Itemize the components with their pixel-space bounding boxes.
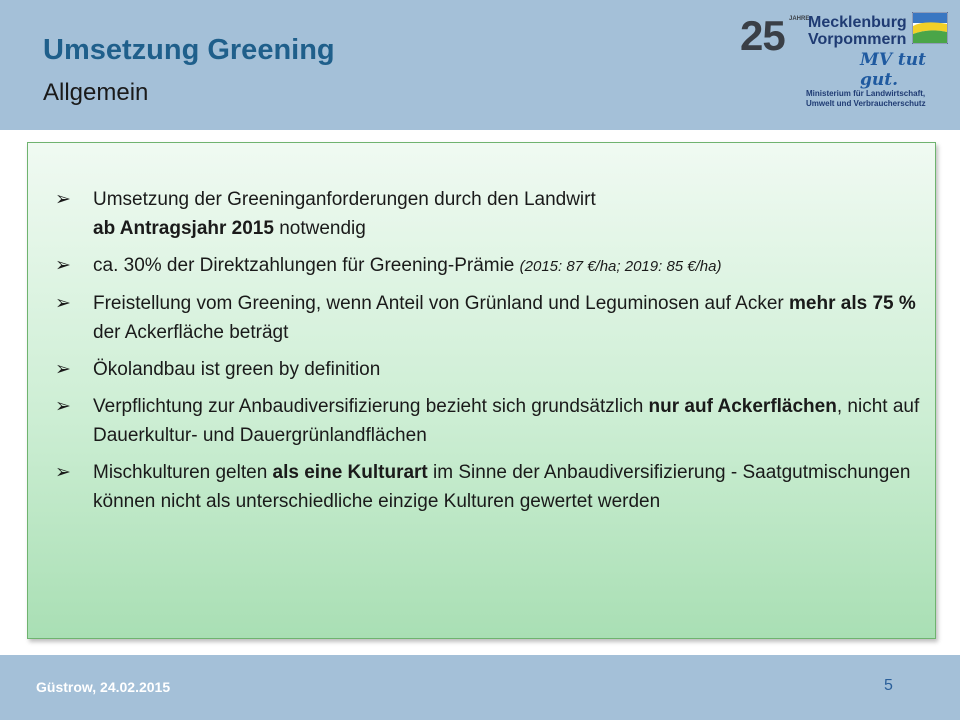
logo-ministry (806, 89, 926, 109)
page-number: 5 (884, 677, 893, 694)
slide-title: Umsetzung Greening (43, 34, 335, 66)
arrow-bullet-icon: ➢ (55, 255, 71, 276)
logo-25-years: 25 (740, 12, 785, 59)
logo-name-line1: Mecklenburg (808, 14, 907, 31)
bullet-item: ➢ Verpflichtung zur Anbaudiversifizierung bezieht sich grundsätzlich nur auf Ackerflächen, nicht auf Dauerkultur- und Dauergrünlandflächen (55, 392, 935, 450)
footer-date: Güstrow, 24.02.2015 (36, 679, 171, 695)
bullet-item: ➢ Mischkulturen gelten als eine Kulturart im Sinne der Anbaudiversifizierung - Saatgutmischungen können nicht als unterschiedliche einzige Kulturen gewertet werden (55, 458, 935, 516)
logo-name-line2: Vorpommern (808, 31, 907, 48)
bullet-item: ➢ Umsetzung der Greeninganforderungen durch den Landwirt ab Antragsjahr 2015 notwendig (55, 185, 935, 243)
bullet-list (55, 185, 935, 524)
arrow-bullet-icon: ➢ (55, 293, 71, 314)
logo-ministry-line2: Umwelt und Verbraucherschutz (806, 99, 926, 108)
mv-logo (740, 10, 950, 118)
arrow-bullet-icon: ➢ (55, 189, 71, 210)
bullet-item: ➢ Ökolandbau ist green by definition (55, 355, 935, 384)
logo-state-name (808, 14, 907, 48)
price-note: (2015: 87 €/ha; 2019: 85 €/ha) (519, 258, 722, 275)
bullet-item: ➢ ca. 30% der Direktzahlungen für Greening-Prämie (2015: 87 €/ha; 2019: 85 €/ha) (55, 251, 935, 281)
logo-ministry-line1: Ministerium für Landwirtschaft, (806, 89, 926, 98)
arrow-bullet-icon: ➢ (55, 396, 71, 417)
logo-jahre: JAHRE (789, 16, 810, 22)
logo-slogan: MV tut gut. (860, 50, 926, 90)
arrow-bullet-icon: ➢ (55, 462, 71, 483)
landscape-flag-icon (912, 12, 948, 44)
bullet-item: ➢ Freistellung vom Greening, wenn Anteil von Grünland und Leguminosen auf Acker mehr als 75 % der Ackerfläche beträgt (55, 289, 935, 347)
slide-subtitle: Allgemein (43, 79, 149, 106)
arrow-bullet-icon: ➢ (55, 359, 71, 380)
